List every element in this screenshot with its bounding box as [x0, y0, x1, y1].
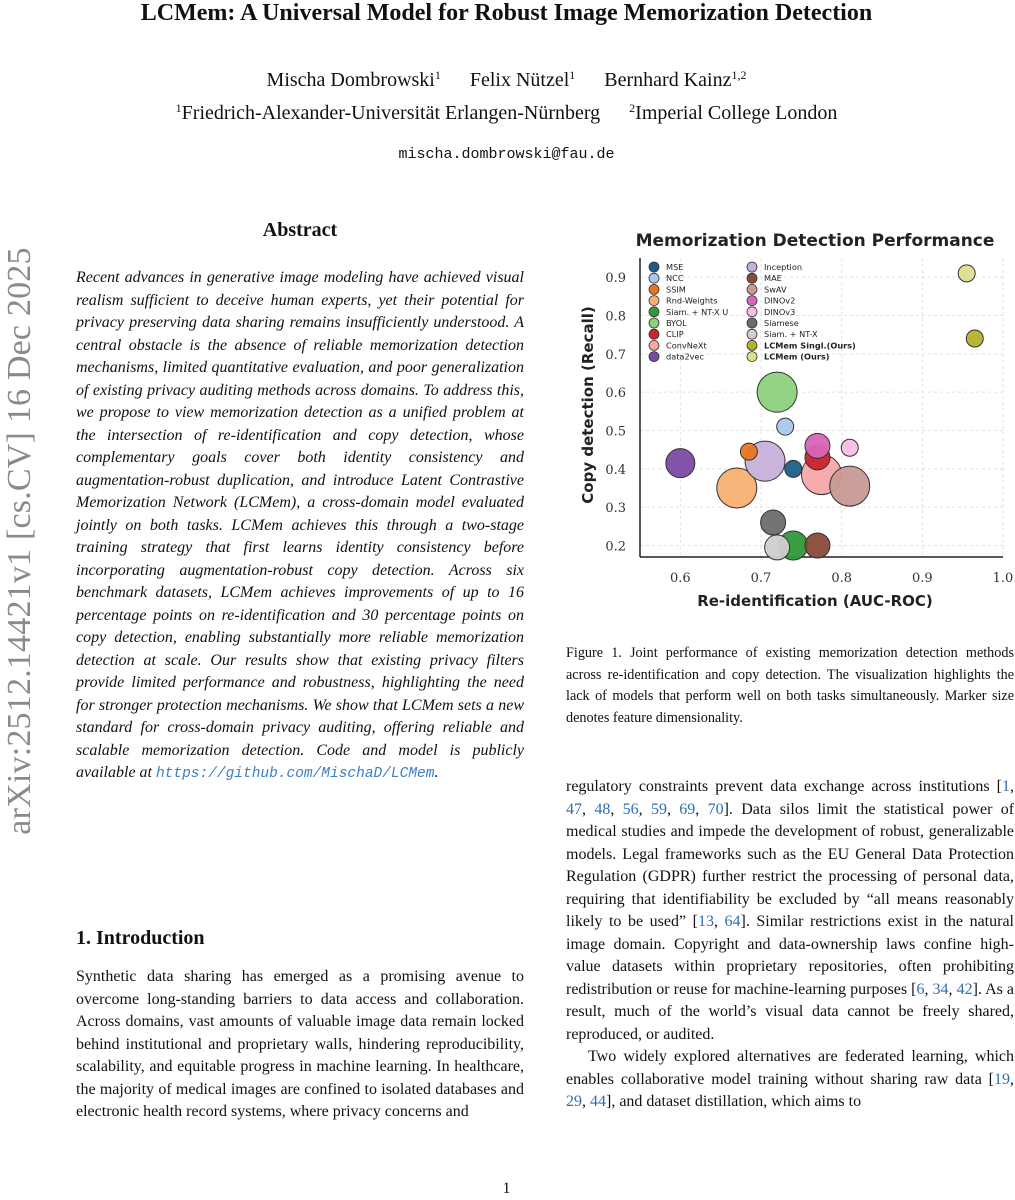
citation-link[interactable]: 13 [697, 913, 714, 930]
x-axis-label: Re-identification (AUC-ROC) [697, 592, 933, 610]
legend-marker [649, 262, 659, 272]
legend-marker [747, 352, 757, 362]
y-tick-label: 0.3 [605, 501, 626, 517]
legend-label: SSIM [666, 284, 686, 295]
legend-marker [747, 318, 757, 328]
legend-label: DINOv3 [764, 306, 796, 317]
paragraph: Two widely explored alternatives are federated learning, which enables collaborative model training without sharing raw data [19, 29, 44], and dataset distillation, which aims to [566, 1048, 1014, 1110]
data-point [765, 535, 790, 560]
citation-link[interactable]: 59 [650, 800, 667, 818]
citation-list: 19, 29, 44 [566, 1070, 1014, 1110]
paragraph: regulatory constraints prevent data exchange across institutions [1, 47, 48, 56, 59, 69, 70]. Data silos limit the statistical power of medical studies and impede the development of robust, generalizable models. Legal frameworks such as the EU General Data Protection Regulation (GDPR) further restrict the processing of personal data, requiring that identifiability be excluded by “all means reasonably likely to be used” [13, 64]. Similar restrictions exist in the natural image domain. Copyright and data-ownership laws confine high-value datasets within proprietary repositories, often prohibiting redistribution or reuse for machine-learning purposes [6, 34, 42]. As a result, much of the world’s visual data cannot be freely shared, reproduced, or audited. [566, 778, 1015, 1043]
intro-heading: 1. Introduction [76, 927, 205, 949]
citation-link[interactable]: 19 [994, 1070, 1010, 1088]
legend-marker [747, 262, 757, 272]
legend-marker [747, 273, 757, 283]
x-tick-label: 0.7 [750, 571, 772, 586]
citation-link[interactable]: 44 [590, 1093, 606, 1110]
data-point [958, 265, 975, 282]
y-tick-label: 0.6 [605, 386, 626, 402]
abstract-text: Recent advances in generative image modeling have achieved visual realism sufficient to deceive human experts, yet their potential for privacy preserving data sharing remains insufficiently understood. A central obstacle is the absence of reliable memorization detection mechanisms, limited quantitative evaluation, and poor generalization of existing privacy auditing methods across domains. To address this, we propose to view memorization detection as a unified problem at the intersection of re-identification and copy detection, whose complementary goals cover both identity consistency and augmentation-robust duplication, and introduce Latent Contrastive Memorization Network (LCMem), a cross-domain model evaluated jointly on both tasks. LCMem achieves this through a two-stage training strategy that first learns identity consistency before incorporating augmentation-robust copy detection. Across six benchmark datasets, LCMem achieves improvements of up to 16 percentage points on re-identification and 30 percentage points on copy detection, enabling substantially more reliable memorization detection at scale. Our results show that existing privacy filters provide limited performance and robustness, highlighting the need for stronger protection mechanisms. We show that LCMem sets a new standard for cross-domain privacy auditing, offering reliable and scalable memorization detection. Code and model is publicly available at https://github.com/MischaD/LCMem. [76, 269, 524, 782]
legend-marker [649, 352, 659, 362]
data-point [841, 439, 858, 456]
legend-label: Rnd-Weights [666, 295, 718, 306]
legend-marker [649, 318, 659, 328]
citation-link[interactable]: 34 [932, 980, 949, 998]
author-email: mischa.dombrowski@fau.de [398, 146, 615, 163]
legend-label: ConvNeXt [666, 340, 707, 351]
y-axis-label: Copy detection (Recall) [579, 306, 597, 504]
citation-link[interactable]: 56 [622, 800, 639, 818]
data-point [777, 418, 794, 435]
affiliation: $^2$Imperial College London [629, 101, 838, 124]
chart-title: Memorization Detection Performance [635, 231, 995, 251]
y-tick-label: 0.8 [605, 309, 626, 325]
citation-link[interactable]: 69 [679, 800, 696, 818]
citation-link[interactable]: 29 [566, 1093, 582, 1110]
data-point [740, 443, 757, 460]
legend-label: data2vec [666, 351, 705, 362]
legend-marker [649, 296, 659, 306]
citation-link[interactable]: 64 [724, 913, 741, 930]
x-tick-label: 1.0 [992, 571, 1014, 586]
citation-link[interactable]: 47 [566, 800, 582, 818]
citation-link[interactable]: 42 [956, 980, 973, 998]
author: Felix Nützel$^1$ [469, 68, 576, 91]
abstract-heading: Abstract [262, 219, 338, 241]
data-point [761, 510, 786, 535]
legend-label: NCC [666, 273, 684, 284]
right-column-text [566, 776, 1014, 1114]
author-list [0, 68, 1013, 92]
legend-label: DINOv2 [764, 295, 796, 306]
legend-marker [649, 273, 659, 283]
legend-label: SwAV [764, 284, 787, 295]
intro-paragraph: Synthetic data sharing has emerged as a promising avenue to overcome long-standing barriers to data access and collaboration. Across domains, vast amounts of valuable image data remain locked behind institutional and proprietary walls, hindering reproducibility, scalability, and equitable progress in machine learning. In healthcare, the majority of medical images are confined to isolated databases and electronic health record systems, where privacy concerns and [76, 968, 524, 1120]
y-tick-label: 0.7 [605, 347, 626, 363]
arxiv-identifier: arXiv:2512.14421v1 [cs.CV] 16 Dec 2025 [1, 247, 38, 835]
legend-label: Siam. + NT-X U [666, 306, 729, 317]
legend-label: Siamese [764, 318, 799, 328]
y-tick-label: 0.9 [605, 271, 626, 287]
legend-label: BYOL [666, 318, 687, 328]
legend-marker [747, 307, 757, 317]
legend-label: MAE [764, 273, 782, 284]
citation-link[interactable]: 48 [594, 800, 611, 818]
legend-label: Siam. + NT-X [764, 329, 818, 340]
y-tick-label: 0.5 [605, 424, 626, 440]
author: Mischa Dombrowski$^1$ [266, 68, 441, 91]
data-point [785, 460, 802, 477]
legend-marker [747, 296, 757, 306]
legend-marker [649, 329, 659, 339]
paper-title: LCMem: A Universal Model for Robust Image Memorization Detection [140, 0, 873, 26]
x-tick-label: 0.8 [831, 571, 853, 586]
legend-label: LCMem (Ours) [764, 351, 830, 362]
page-number: 1 [502, 1180, 511, 1197]
affiliations [0, 101, 1013, 125]
legend-marker [649, 284, 659, 294]
y-tick-label: 0.2 [605, 539, 626, 555]
citation-link[interactable]: 1 [1002, 778, 1010, 795]
figure-caption: Figure 1. Joint performance of existing memorization detection methods across re-identification and copy detection. The visualization highlights the lack of models that perform well on both tasks simultaneously. Marker size denotes feature dimensionality. [566, 645, 1014, 726]
data-point [666, 449, 695, 478]
scatter-chart [575, 225, 1015, 610]
data-point [805, 533, 830, 558]
legend-label: LCMem Singl.(Ours) [764, 340, 856, 351]
data-point [757, 372, 797, 412]
citation-link[interactable]: 70 [707, 800, 724, 818]
legend-marker [747, 284, 757, 294]
citation-list: 1, 47, 48, 56, 59, 69, 70 [566, 778, 1014, 818]
legend-label: MSE [666, 262, 684, 272]
data-point [966, 330, 983, 347]
citation-list: 6, 34, 42 [916, 980, 973, 998]
code-link[interactable]: https://github.com/MischaD/LCMem [155, 766, 435, 782]
legend-marker [747, 329, 757, 339]
legend-marker [649, 307, 659, 317]
citation-link[interactable]: 6 [916, 980, 925, 998]
legend-label: CLIP [666, 329, 684, 340]
legend-label: Inception [764, 262, 803, 272]
data-point [805, 433, 830, 458]
x-tick-label: 0.6 [669, 571, 691, 586]
legend-marker [649, 340, 659, 350]
x-tick-label: 0.9 [911, 571, 933, 586]
author: Bernhard Kainz$^{1,2}$ [604, 68, 747, 91]
y-tick-label: 0.4 [605, 462, 626, 478]
legend-marker [747, 340, 757, 350]
data-point [830, 466, 870, 506]
citation-list: 13, 64 [697, 913, 741, 930]
affiliation: $^1$Friedrich-Alexander-Universität Erlangen-Nürnberg [175, 101, 601, 124]
